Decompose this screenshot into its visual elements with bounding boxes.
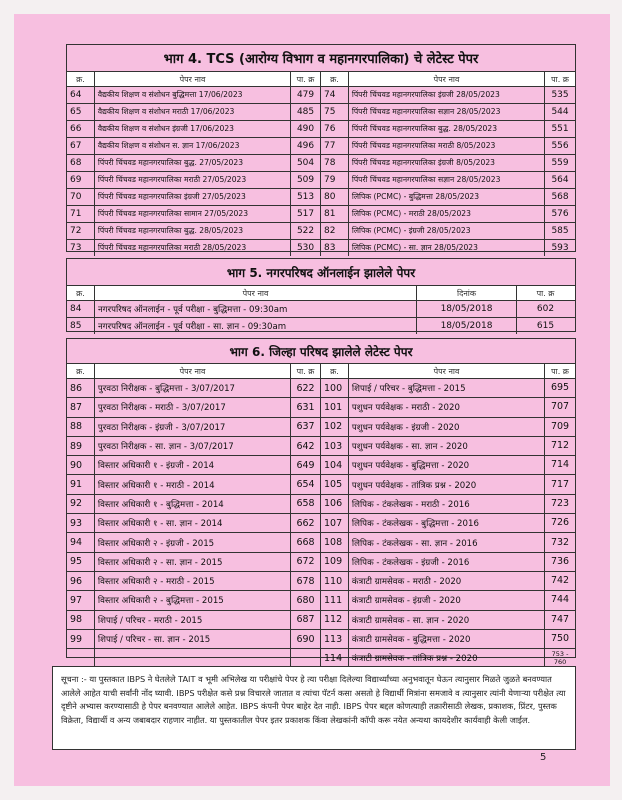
paper-name: वैद्यकीय शिक्षण व संशोधन स. ज्ञान 17/06/2023 xyxy=(95,138,291,154)
page-number-cell: 485 xyxy=(291,104,321,120)
page-number-cell: 649 xyxy=(291,456,321,474)
section-6-header xyxy=(67,364,575,379)
row-number: 90 xyxy=(67,456,95,474)
row-number: 71 xyxy=(67,206,95,222)
table-row xyxy=(67,495,575,514)
page-number-cell: 642 xyxy=(291,437,321,455)
paper-name: पुरवठा निरीक्षक - सा. ज्ञान - 3/07/2017 xyxy=(95,437,291,455)
row-number: 89 xyxy=(67,437,95,455)
header-date: दिनांक xyxy=(417,286,517,300)
table-row xyxy=(67,138,575,155)
paper-name: पिंपरी चिंचवड महानगरपालिका बुद्ध. 28/05/2023 xyxy=(95,223,291,239)
row-number: 77 xyxy=(321,138,349,154)
paper-name: लिपिक (PCMC) - सा. ज्ञान 28/05/2023 xyxy=(349,240,545,256)
page-number-cell: 637 xyxy=(291,418,321,436)
paper-name: विस्तार अधिकारी १ - सा. ज्ञान - 2014 xyxy=(95,514,291,532)
page-number-cell: 672 xyxy=(291,553,321,571)
paper-name: विस्तार अधिकारी २ - इंग्रजी - 2015 xyxy=(95,533,291,551)
paper-name: विस्तार अधिकारी २ - मराठी - 2015 xyxy=(95,572,291,590)
row-number: 100 xyxy=(321,379,349,397)
section-4-title: भाग 4. TCS (आरोग्य विभाग व महानगरपालिका) चे लेटेस्ट पेपर xyxy=(67,45,575,72)
section-6-table xyxy=(66,338,576,667)
header-name: पेपर नाव xyxy=(349,364,545,378)
page-number-cell: 744 xyxy=(550,594,570,606)
table-row xyxy=(67,611,575,630)
header-page: पा. क्र xyxy=(551,74,569,84)
header-page: पा. क्र xyxy=(291,364,321,378)
paper-name: विस्तार अधिकारी १ - मराठी - 2014 xyxy=(95,475,291,493)
page-number-cell: 513 xyxy=(291,189,321,205)
header-no: क्र. xyxy=(321,364,349,378)
table-row xyxy=(67,189,575,206)
page-number-cell: 658 xyxy=(291,495,321,513)
row-number: 104 xyxy=(321,456,349,474)
page-number-cell: 736 xyxy=(550,555,570,567)
row-number: 114 xyxy=(321,649,349,667)
page-number-cell: 504 xyxy=(291,155,321,171)
page-number-cell: 690 xyxy=(291,630,321,648)
header-page: पा. क्र xyxy=(536,288,555,298)
table-row xyxy=(67,553,575,572)
section-6-title: भाग 6. जिल्हा परिषद झालेले लेटेस्ट पेपर xyxy=(67,339,575,364)
row-number: 103 xyxy=(321,437,349,455)
section-6-rows xyxy=(67,379,575,667)
row-number: 105 xyxy=(321,475,349,493)
table-row xyxy=(67,223,575,240)
page-number-cell: 564 xyxy=(551,175,569,185)
paper-name: शिपाई / परिचर - सा. ज्ञान - 2015 xyxy=(95,630,291,648)
header-no: क्र. xyxy=(67,286,95,300)
paper-name: पशुधन पर्यवेक्षक - इंग्रजी - 2020 xyxy=(349,418,545,436)
row-number: 111 xyxy=(321,591,349,609)
section-5-title: भाग 5. नगरपरिषद ऑनलाईन झालेले पेपर xyxy=(67,259,575,286)
row-number: 75 xyxy=(321,104,349,120)
page-number-cell: 509 xyxy=(291,172,321,188)
row-number: 82 xyxy=(321,223,349,239)
page-number-cell: 585 xyxy=(551,226,569,236)
date-cell: 18/05/2018 xyxy=(417,318,517,334)
paper-name: पिंपरी चिंचवड महानगरपालिका मराठी 8/05/2023 xyxy=(349,138,545,154)
page-number-cell: 551 xyxy=(551,124,569,134)
paper-name: पिंपरी चिंचवड महानगरपालिका इंग्रजी 27/05/2023 xyxy=(95,189,291,205)
row-number: 94 xyxy=(67,533,95,551)
table-row xyxy=(67,172,575,189)
page-number-cell: 750 xyxy=(550,633,570,644)
table-row xyxy=(67,456,575,475)
paper-name: पिंपरी चिंचवड महानगरपालिका सामान 27/05/2023 xyxy=(95,206,291,222)
header-page: पा. क्र xyxy=(551,366,569,376)
paper-name: पिंपरी चिंचवड महानगरपालिका बुद्ध. 28/05/2023 xyxy=(349,121,545,137)
table-row xyxy=(67,475,575,494)
row-number: 78 xyxy=(321,155,349,171)
row-number: 107 xyxy=(321,514,349,532)
row-number: 72 xyxy=(67,223,95,239)
page-number-cell: 576 xyxy=(551,209,569,219)
paper-name xyxy=(95,649,291,667)
row-number: 66 xyxy=(67,121,95,137)
page-number-cell: 490 xyxy=(291,121,321,137)
row-number: 86 xyxy=(67,379,95,397)
paper-name: नगरपरिषद ऑनलाईन - पूर्व परीक्षा - सा. ज्ञान - 09:30am xyxy=(95,318,417,334)
page-number-cell: 747 xyxy=(550,613,570,625)
paper-name: लिपिक - टंकलेखक - मराठी - 2016 xyxy=(349,495,545,513)
paper-name: कंत्राटी ग्रामसेवक - तांत्रिक प्रश्न - 2020 xyxy=(349,649,545,667)
paper-name: शिपाई / परिचर - बुद्धिमत्ता - 2015 xyxy=(349,379,545,397)
row-number: 95 xyxy=(67,553,95,571)
paper-name: पिंपरी चिंचवड महानगरपालिका इंग्रजी 8/05/2023 xyxy=(349,155,545,171)
table-row xyxy=(67,318,575,334)
header-no: क्र. xyxy=(67,364,95,378)
page-number-cell: 559 xyxy=(551,158,569,168)
header-no: क्र. xyxy=(321,72,349,86)
page-number-cell: 723 xyxy=(550,497,570,509)
row-number: 80 xyxy=(321,189,349,205)
row-number: 97 xyxy=(67,591,95,609)
row-number: 65 xyxy=(67,104,95,120)
date-cell: 18/05/2018 xyxy=(417,301,517,317)
paper-name: पुरवठा निरीक्षक - इंग्रजी - 3/07/2017 xyxy=(95,418,291,436)
page-number-cell: 479 xyxy=(291,87,321,103)
row-number: 113 xyxy=(321,630,349,648)
page-number-cell: 615 xyxy=(536,321,555,331)
page-number-cell: 726 xyxy=(550,517,570,529)
paper-name: लिपिक - टंकलेखक - इंग्रजी - 2016 xyxy=(349,553,545,571)
row-number: 110 xyxy=(321,572,349,590)
row-number: 85 xyxy=(67,318,95,334)
row-number: 91 xyxy=(67,475,95,493)
paper-name: पिंपरी चिंचवड महानगरपालिका इंग्रजी 28/05/2023 xyxy=(349,87,545,103)
table-row xyxy=(67,398,575,417)
paper-name: वैद्यकीय शिक्षण व संशोधन इंग्रजी 17/06/2023 xyxy=(95,121,291,137)
table-row xyxy=(67,155,575,172)
page-number-cell: 714 xyxy=(550,459,570,471)
section-5-rows xyxy=(67,301,575,334)
row-number: 108 xyxy=(321,533,349,551)
paper-name: वैद्यकीय शिक्षण व संशोधन बुद्धिमत्ता 17/06/2023 xyxy=(95,87,291,103)
table-row xyxy=(67,514,575,533)
row-number: 102 xyxy=(321,418,349,436)
row-number: 92 xyxy=(67,495,95,513)
paper-name: पुरवठा निरीक्षक - बुद्धिमत्ता - 3/07/2017 xyxy=(95,379,291,397)
table-row xyxy=(67,418,575,437)
paper-name: नगरपरिषद ऑनलाईन - पूर्व परीक्षा - बुद्धिमत्ता - 09:30am xyxy=(95,301,417,317)
table-row xyxy=(67,87,575,104)
row-number: 73 xyxy=(67,240,95,256)
header-name: पेपर नाव xyxy=(95,286,417,300)
page-number-cell: 602 xyxy=(536,304,555,314)
row-number: 96 xyxy=(67,572,95,590)
row-number: 99 xyxy=(67,630,95,648)
paper-name: पुरवठा निरीक्षक - मराठी - 3/07/2017 xyxy=(95,398,291,416)
page-number-cell: 568 xyxy=(551,192,569,202)
paper-name: वैद्यकीय शिक्षण व संशोधन मराठी 17/06/2023 xyxy=(95,104,291,120)
page-number-cell: 687 xyxy=(291,611,321,629)
section-5-table xyxy=(66,258,576,332)
paper-name: पिंपरी चिंचवड महानगरपालिका सज्ञान 28/05/2023 xyxy=(349,172,545,188)
page-number-cell: 544 xyxy=(551,107,569,117)
table-row xyxy=(67,379,575,398)
page-number-cell: 742 xyxy=(550,575,570,587)
paper-name: कंत्राटी ग्रामसेवक - मराठी - 2020 xyxy=(349,572,545,590)
page-number: 5 xyxy=(540,752,547,763)
table-row xyxy=(67,240,575,256)
page-number-cell: 732 xyxy=(550,536,570,548)
row-number: 93 xyxy=(67,514,95,532)
page-number-cell: 622 xyxy=(291,379,321,397)
page-number-cell: 678 xyxy=(291,572,321,590)
page-number-cell: 668 xyxy=(291,533,321,551)
row-number: 101 xyxy=(321,398,349,416)
page-number-cell: 680 xyxy=(291,591,321,609)
row-number: 87 xyxy=(67,398,95,416)
row-number: 76 xyxy=(321,121,349,137)
section-4-header xyxy=(67,72,575,87)
paper-name: पशुधन पर्यवेक्षक - बुद्धिमत्ता - 2020 xyxy=(349,456,545,474)
table-row xyxy=(67,437,575,456)
header-name: पेपर नाव xyxy=(95,364,291,378)
paper-name: पिंपरी चिंचवड महानगरपालिका बुद्ध. 27/05/2023 xyxy=(95,155,291,171)
paper-name: कंत्राटी ग्रामसेवक - सा. ज्ञान - 2020 xyxy=(349,611,545,629)
paper-name: पशुधन पर्यवेक्षक - तांत्रिक प्रश्न - 2020 xyxy=(349,475,545,493)
row-number: 112 xyxy=(321,611,349,629)
paper-name: लिपिक - टंकलेखक - सा. ज्ञान - 2016 xyxy=(349,533,545,551)
paper-name: पिंपरी चिंचवड महानगरपालिका मराठी 27/05/2023 xyxy=(95,172,291,188)
page-number-cell: 631 xyxy=(291,398,321,416)
header-page: पा. क्र xyxy=(291,72,321,86)
paper-name: विस्तार अधिकारी २ - बुद्धिमत्ता - 2015 xyxy=(95,591,291,609)
table-row xyxy=(67,206,575,223)
row-number: 84 xyxy=(67,301,95,317)
row-number: 81 xyxy=(321,206,349,222)
paper-name: पिंपरी चिंचवड महानगरपालिका सज्ञान 28/05/2023 xyxy=(349,104,545,120)
table-row xyxy=(67,121,575,138)
page-number-cell: 709 xyxy=(550,420,570,432)
page-number-cell xyxy=(291,649,321,667)
table-row xyxy=(67,649,575,667)
section-5-header xyxy=(67,286,575,301)
row-number: 64 xyxy=(67,87,95,103)
row-number: 70 xyxy=(67,189,95,205)
page-number-cell: 712 xyxy=(550,440,570,452)
row-number: 79 xyxy=(321,172,349,188)
section-4-rows xyxy=(67,87,575,256)
page-number-cell: 753 - 760 xyxy=(551,650,569,667)
page-number-cell: 593 xyxy=(551,243,569,253)
row-number: 83 xyxy=(321,240,349,256)
paper-name: कंत्राटी ग्रामसेवक - बुद्धिमत्ता - 2020 xyxy=(349,630,545,648)
table-row xyxy=(67,591,575,610)
page-number-cell: 496 xyxy=(291,138,321,154)
paper-name: पिंपरी चिंचवड महानगरपालिका मराठी 28/05/2023 xyxy=(95,240,291,256)
row-number: 109 xyxy=(321,553,349,571)
row-number xyxy=(67,649,95,667)
paper-name: शिपाई / परिचर - मराठी - 2015 xyxy=(95,611,291,629)
notice-box: सूचना :- या पुस्तकात IBPS ने घेतलेले TAIT व भूमी अभिलेख या परीक्षांचे पेपर हे त्या परीक्षा दिलेल्या विद्यार्थ्यांच्या अनुभवातून घेऊन त्यानुसार मिळते जुळते बनवण्यात आलेले आहेत याची सर्वांनी नोंद घ्यावी. IBPS परीक्षेत कसे प्रश्न विचारले जातात व त्यांचा पॅटर्न कसा असतो हे विद्यार्थी मित्रांना समजावे व त्यानुसार त्यांनी येणाऱ्या परीक्षेत त्या दृष्टीने अभ्यास करण्यासाठी हे पेपर बनवण्यात आलेले आहेत. IBPS कंपनी पेपर बाहेर देत नाही. IBPS पेपर बद्दल कोणत्याही तक्रारीसाठी लेखक, प्रकाशक, प्रिंटर, पुस्तक विक्रेता, विद्यार्थी व अन्य जबाबदार राहणार नाहीत. या पुस्तकातील पेपर इतर प्रकाशक किंवा लेखकांनी कॉपी करू नयेत अन्यथा कायदेशीर कार्यवाही केली जाईल. xyxy=(52,666,576,750)
row-number: 69 xyxy=(67,172,95,188)
table-row xyxy=(67,301,575,318)
table-row xyxy=(67,630,575,649)
table-row xyxy=(67,104,575,121)
row-number: 67 xyxy=(67,138,95,154)
paper-name: लिपिक (PCMC) - बुद्धिमत्ता 28/05/2023 xyxy=(349,189,545,205)
page-number-cell: 717 xyxy=(550,478,570,490)
page-number-cell: 535 xyxy=(551,90,569,100)
section-4-table xyxy=(66,44,576,252)
page-number-cell: 522 xyxy=(291,223,321,239)
header-name: पेपर नाव xyxy=(95,72,291,86)
paper-name: लिपिक (PCMC) - इंग्रजी 28/05/2023 xyxy=(349,223,545,239)
row-number: 68 xyxy=(67,155,95,171)
page-number-cell: 556 xyxy=(551,141,569,151)
page-number-cell: 662 xyxy=(291,514,321,532)
paper-name: लिपिक (PCMC) - मराठी 28/05/2023 xyxy=(349,206,545,222)
row-number: 88 xyxy=(67,418,95,436)
header-no: क्र. xyxy=(67,72,95,86)
row-number: 74 xyxy=(321,87,349,103)
paper-name: लिपिक - टंकलेखक - बुद्धिमत्ता - 2016 xyxy=(349,514,545,532)
paper-name: पशुधन पर्यवेक्षक - मराठी - 2020 xyxy=(349,398,545,416)
paper-name: कंत्राटी ग्रामसेवक - इंग्रजी - 2020 xyxy=(349,591,545,609)
table-row xyxy=(67,572,575,591)
row-number: 106 xyxy=(321,495,349,513)
page-number-cell: 654 xyxy=(291,475,321,493)
page-number-cell: 707 xyxy=(550,401,570,413)
row-number: 98 xyxy=(67,611,95,629)
table-row xyxy=(67,533,575,552)
paper-name: विस्तार अधिकारी २ - सा. ज्ञान - 2015 xyxy=(95,553,291,571)
page-number-cell: 517 xyxy=(291,206,321,222)
page-number-cell: 530 xyxy=(291,240,321,256)
page-number-cell: 695 xyxy=(550,382,570,394)
paper-name: विस्तार अधिकारी १ - इंग्रजी - 2014 xyxy=(95,456,291,474)
header-name: पेपर नाव xyxy=(349,72,545,86)
paper-name: विस्तार अधिकारी १ - बुद्धिमत्ता - 2014 xyxy=(95,495,291,513)
paper-name: पशुधन पर्यवेक्षक - सा. ज्ञान - 2020 xyxy=(349,437,545,455)
